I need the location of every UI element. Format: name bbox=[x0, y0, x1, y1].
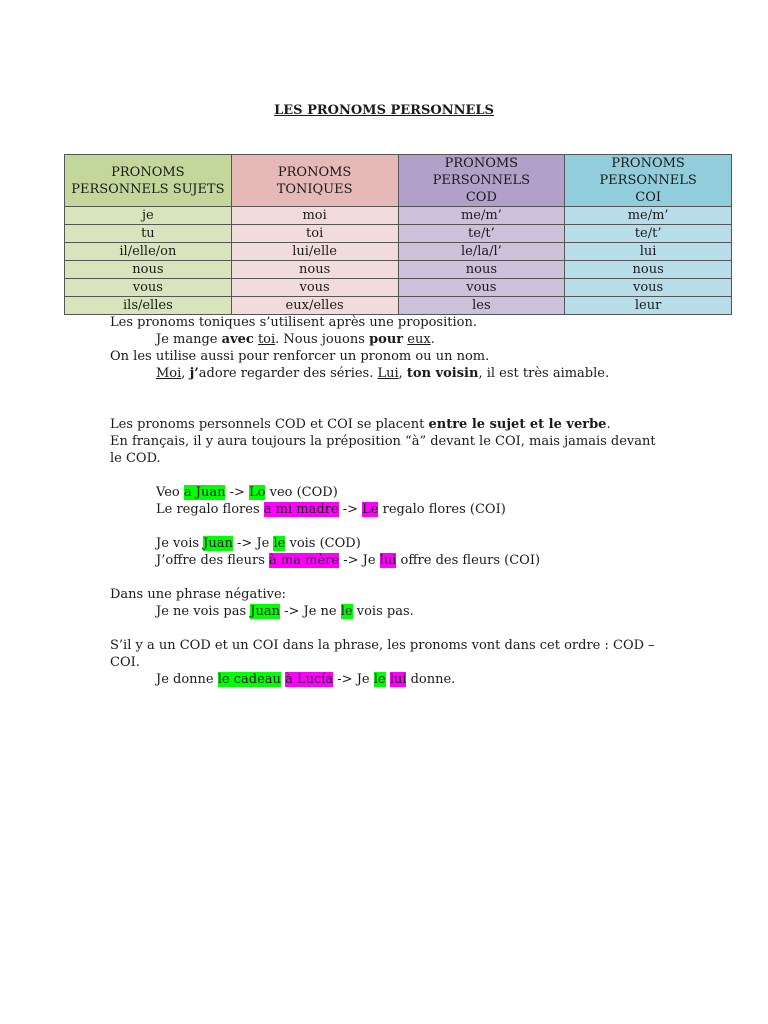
header-cod-pronouns: PRONOMS PERSONNELS COD bbox=[398, 155, 565, 207]
paragraph-line: Dans une phrase négative: bbox=[110, 587, 287, 602]
table-cell: je bbox=[65, 207, 232, 225]
table-cell: vous bbox=[398, 279, 565, 297]
table-cell: le/la/l’ bbox=[398, 243, 565, 261]
table-cell: les bbox=[398, 297, 565, 315]
paragraph-line: Les pronoms toniques s’utilisent après une proposition. bbox=[110, 315, 477, 330]
table-cell: nous bbox=[565, 261, 732, 279]
table-row bbox=[65, 207, 732, 225]
header-coi-pronouns: PRONOMS PERSONNELS COI bbox=[565, 155, 732, 207]
section-negative bbox=[110, 586, 670, 620]
table-cell: vous bbox=[65, 279, 232, 297]
paragraph-line: le COD. bbox=[110, 451, 161, 466]
section-tonic-usage bbox=[110, 314, 670, 382]
table-cell: vous bbox=[565, 279, 732, 297]
paragraph-line: S’il y a un COD et un COI dans la phrase, les pronoms vont dans cet ordre : COD – bbox=[110, 638, 655, 653]
table-cell: me/m’ bbox=[565, 207, 732, 225]
example-line: Je vois Juan -> Je le vois (COD) bbox=[156, 536, 361, 551]
table-cell: leur bbox=[565, 297, 732, 315]
example-line: Je mange avec toi. Nous jouons pour eux. bbox=[156, 332, 435, 347]
table-cell: eux/elles bbox=[231, 297, 398, 315]
table-cell: vous bbox=[231, 279, 398, 297]
table-row bbox=[65, 225, 732, 243]
table-cell: tu bbox=[65, 225, 232, 243]
section-order bbox=[110, 637, 670, 688]
table-cell: nous bbox=[65, 261, 232, 279]
paragraph-line: COI. bbox=[110, 655, 140, 670]
example-line: Je donne le cadeau à Lucía -> Je le lui donne. bbox=[156, 672, 456, 687]
page-title: LES PRONOMS PERSONNELS bbox=[274, 103, 494, 118]
example-line: Moi, j’adore regarder des séries. Lui, ton voisin, il est très aimable. bbox=[156, 366, 610, 381]
table-row bbox=[65, 243, 732, 261]
table-cell: moi bbox=[231, 207, 398, 225]
table-row bbox=[65, 297, 732, 315]
table-cell: nous bbox=[231, 261, 398, 279]
pronouns-table bbox=[64, 154, 732, 315]
table-cell: lui/elle bbox=[231, 243, 398, 261]
table-cell: toi bbox=[231, 225, 398, 243]
paragraph-line: En français, il y aura toujours la préposition “à” devant le COI, mais jamais devant bbox=[110, 434, 656, 449]
table-row bbox=[65, 279, 732, 297]
paragraph-line: Les pronoms personnels COD et COI se placent entre le sujet et le verbe. bbox=[110, 417, 611, 432]
table-row bbox=[65, 261, 732, 279]
table-cell: ils/elles bbox=[65, 297, 232, 315]
table-cell: me/m’ bbox=[398, 207, 565, 225]
example-line: Veo a Juan -> Lo veo (COD) bbox=[156, 485, 338, 500]
header-tonic-pronouns: PRONOMS TONIQUES bbox=[231, 155, 398, 207]
table-cell: nous bbox=[398, 261, 565, 279]
examples-french bbox=[110, 535, 670, 569]
header-subject-pronouns: PRONOMS PERSONNELS SUJETS bbox=[65, 155, 232, 207]
examples-spanish bbox=[110, 484, 670, 518]
paragraph-line: On les utilise aussi pour renforcer un pronom ou un nom. bbox=[110, 349, 490, 364]
example-line: J’offre des fleurs à ma mère -> Je lui offre des fleurs (COI) bbox=[156, 553, 541, 568]
example-line: Le regalo flores a mi madre -> Le regalo flores (COI) bbox=[156, 502, 506, 517]
example-line: Je ne vois pas Juan -> Je ne le vois pas. bbox=[156, 604, 414, 619]
table-cell: lui bbox=[565, 243, 732, 261]
table-cell: te/t’ bbox=[398, 225, 565, 243]
section-cod-coi bbox=[110, 416, 670, 467]
table-cell: te/t’ bbox=[565, 225, 732, 243]
table-header-row bbox=[65, 155, 732, 207]
table-cell: il/elle/on bbox=[65, 243, 232, 261]
